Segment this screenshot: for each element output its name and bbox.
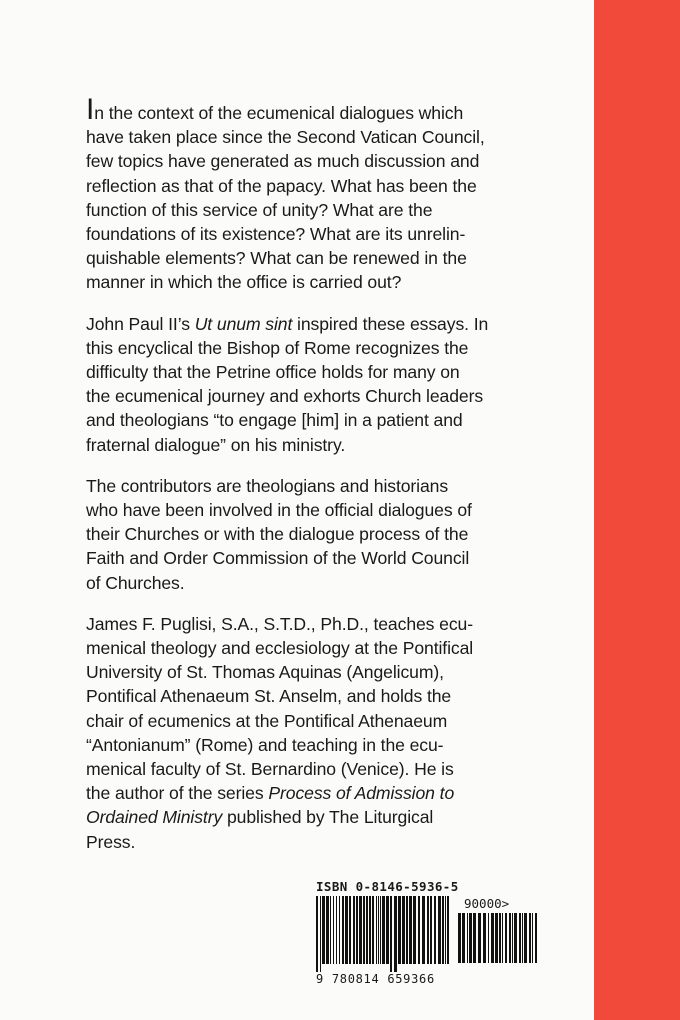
ean-digits: 9 780814 659366 [316, 972, 435, 986]
barcode-bar [336, 896, 337, 964]
text-line: menical theology and ecclesiology at the Pontifical [86, 638, 474, 659]
barcode-bar [376, 896, 377, 964]
barcode-bar [349, 896, 351, 964]
paragraph-intro [86, 93, 574, 295]
barcode-bar [380, 896, 381, 964]
barcode-bar [372, 896, 374, 964]
text-line: Faith and Order Commission of the World Council [86, 548, 470, 569]
text-line: chair of ecumenics at the Pontifical Athenaeum [86, 710, 448, 731]
barcode-bar [535, 913, 537, 963]
barcode-bar [322, 896, 325, 964]
paragraph-contributors [86, 474, 574, 595]
barcode-bar [330, 896, 331, 964]
text-line: the ecumenical journey and exhorts Church leaders [86, 386, 484, 407]
text-line: Pontifical Athenaeum St. Anselm, and holds the [86, 686, 452, 707]
barcode-bar [316, 896, 318, 972]
barcode-bar [345, 896, 348, 964]
barcode-bar [402, 896, 405, 964]
paragraph-encyclical [86, 312, 574, 457]
barcode-bar [363, 896, 365, 964]
cover-spine-stripe [594, 0, 680, 1020]
text-line [86, 312, 574, 336]
barcode-bar [462, 913, 465, 963]
barcode-bar [422, 896, 425, 964]
text-line: function of this service of unity? What are the [86, 199, 433, 220]
barcode-bar [382, 896, 385, 964]
barcode-bar [469, 913, 472, 963]
text-run: John Paul II’s [86, 313, 195, 334]
barcode-bar [409, 896, 412, 964]
text-line: who have been involved in the official dialogues of [86, 500, 472, 521]
barcode-bar [406, 896, 408, 964]
barcode-bar [529, 913, 531, 963]
barcode-bar [320, 896, 321, 972]
text-line: few topics have generated as much discussion and [86, 151, 480, 172]
drop-cap: I [86, 93, 95, 126]
barcode-bar [434, 896, 436, 964]
barcode-bar [458, 913, 461, 963]
text-line: foundations of its existence? What are its unrelin- [86, 224, 466, 245]
text-run: inspired these essays. In [292, 313, 489, 334]
text-line: James F. Puglisi, S.A., S.T.D., Ph.D., teaches ecu- [86, 613, 473, 634]
barcode-bar [478, 913, 481, 963]
text-line: The contributors are theologians and historians [86, 475, 449, 496]
barcode-bar [522, 913, 523, 963]
barcode-bar [398, 896, 401, 964]
barcode-bar [524, 913, 527, 963]
series-title: Process of Admission to [268, 783, 455, 804]
series-title: Ordained Ministry [86, 807, 223, 828]
barcode-bar [491, 913, 494, 963]
text-line: menical faculty of St. Bernardino (Venice). He is [86, 759, 454, 780]
paragraph-editor-bio [86, 612, 574, 854]
barcode-bar [359, 896, 362, 964]
text-line: manner in which the office is carried out? [86, 272, 402, 293]
barcode-bar [502, 913, 503, 963]
text-line: this encyclical the Bishop of Rome recognizes the [86, 337, 469, 358]
text-line: quishable elements? What can be renewed in the [86, 248, 467, 269]
barcode-bar [532, 913, 533, 963]
text-line [86, 93, 574, 126]
barcode-bar [339, 896, 340, 964]
text-line: and theologians “to engage [him] in a patient and [86, 410, 463, 431]
barcode-bar [488, 913, 489, 963]
text-line: reflection as that of the papacy. What has been the [86, 175, 477, 196]
barcode-bar [378, 896, 379, 964]
barcode-bar [390, 896, 392, 972]
text-line: fraternal dialogue” on his ministry. [86, 434, 346, 455]
barcode-bar [514, 913, 517, 963]
barcode-bar [333, 896, 334, 964]
text-line-rest: n the context of the ecumenical dialogues which [94, 103, 464, 123]
barcode-bar [369, 896, 371, 964]
addon-barcode-bars [456, 913, 556, 989]
text-line: University of St. Thomas Aquinas (Angelicum), [86, 662, 444, 683]
isbn-barcode [314, 879, 564, 989]
price-code-label: 90000> [464, 896, 510, 911]
text-run: published by The Liturgical [222, 807, 434, 828]
barcode-bar [438, 896, 441, 964]
barcode-bar [326, 896, 329, 964]
barcode-bar [483, 913, 486, 963]
barcode-bar [445, 896, 446, 964]
text-line: difficulty that the Petrine office holds for many on [86, 362, 460, 383]
text-line: their Churches or with the dialogue process of the [86, 524, 469, 545]
barcode-bar [447, 896, 449, 964]
text-line: Press. [86, 831, 136, 852]
barcode-bar [495, 913, 498, 963]
barcode-bar [386, 896, 389, 964]
barcode-bar [473, 913, 476, 963]
ean-barcode-bars [314, 896, 454, 972]
text-line [86, 781, 574, 805]
encyclical-title: Ut unum sint [194, 313, 293, 334]
barcode-bar [413, 896, 416, 964]
text-line: of Churches. [86, 572, 185, 593]
barcode-bar [418, 896, 420, 964]
barcode-bar [509, 913, 511, 963]
barcode-bar [342, 896, 344, 964]
barcode-bar [394, 896, 397, 972]
barcode-bar [519, 913, 521, 963]
barcode-bar [505, 913, 507, 963]
barcode-bar [356, 896, 358, 964]
barcode-bar [353, 896, 355, 964]
barcode-bar [499, 913, 501, 963]
text-line: “Antonianum” (Rome) and teaching in the ecu- [86, 734, 444, 755]
isbn-label: ISBN 0-8146-5936-5 [316, 879, 459, 894]
text-line: have taken place since the Second Vatican Council, [86, 127, 485, 148]
barcode-bar [427, 896, 429, 964]
back-cover-text [86, 93, 574, 871]
text-run: the author of the series [86, 783, 269, 804]
barcode-bar [442, 896, 444, 964]
barcode-bar [467, 913, 468, 963]
barcode-bar [430, 896, 432, 964]
barcode-bar [512, 913, 513, 963]
barcode-bar [366, 896, 368, 964]
text-line [86, 805, 574, 829]
